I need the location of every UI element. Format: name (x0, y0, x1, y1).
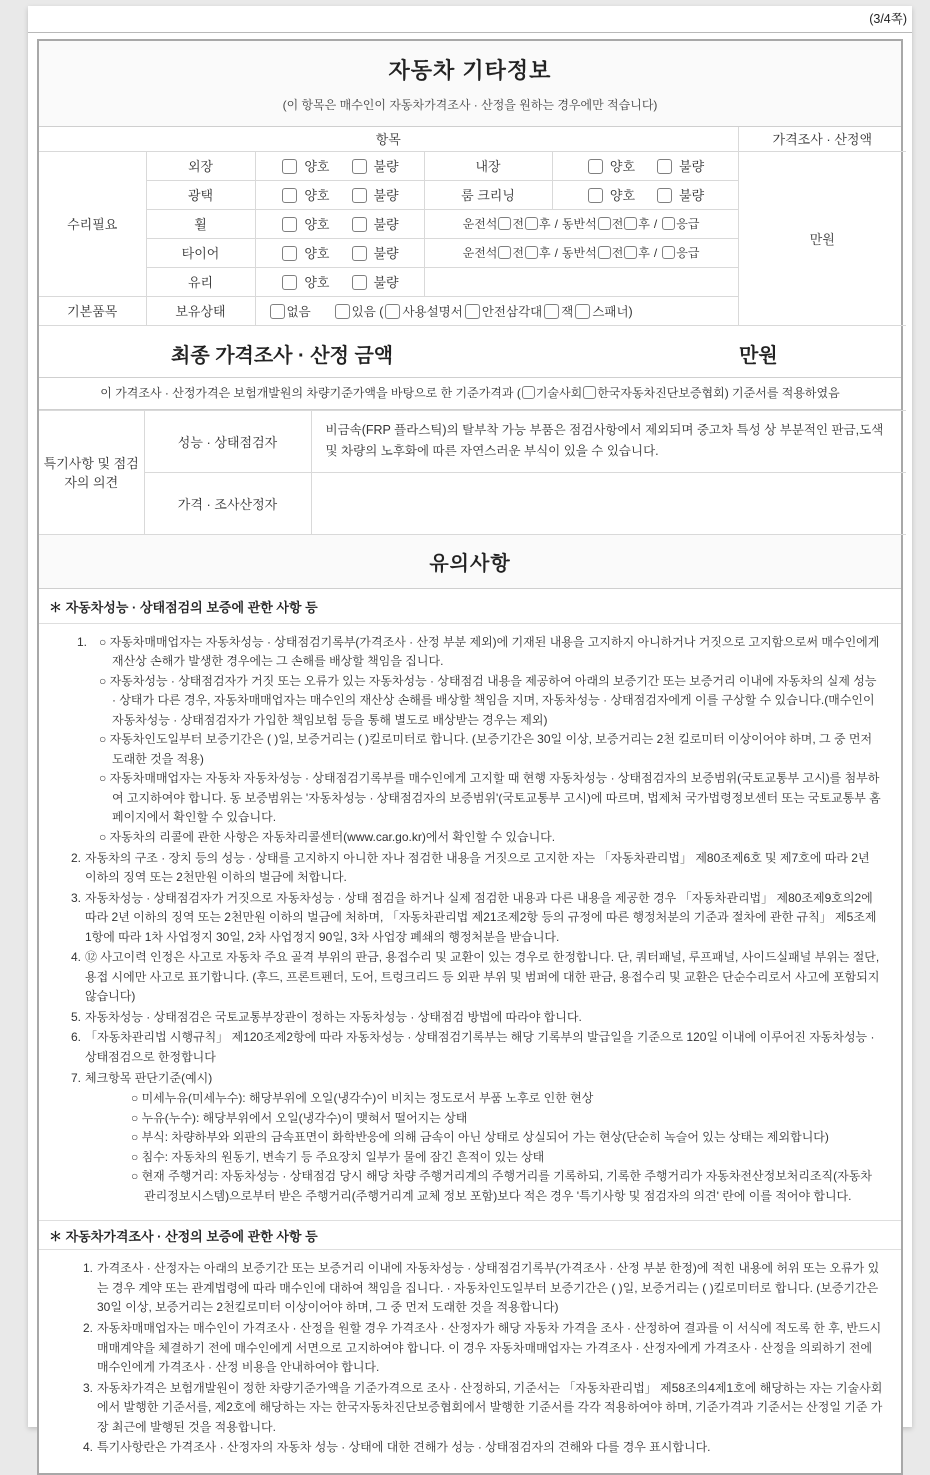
label-price-appraiser: 가격 · 조사산정자 (144, 472, 311, 534)
column-header-item: 항목 (39, 127, 738, 151)
label-bad: 불량 (679, 159, 705, 174)
notice1-item1-bullet: ○ 자동차의 리콜에 관한 사항은 자동차리콜센터(www.car.go.kr)에서 확인할 수 있습니다. (99, 829, 556, 844)
final-price-title: 최종 가격조사 · 산정 금액 (171, 344, 394, 367)
notice1-item7-bullets (39, 1089, 883, 1206)
checkbox-glass-good[interactable] (282, 275, 297, 290)
label-none: 없음 (286, 304, 311, 319)
item-number: 5. (71, 1009, 82, 1024)
appraisal-amount-cell: 만원 (738, 151, 906, 325)
checkbox-interior-bad[interactable] (657, 159, 672, 174)
label-paren-close: ) (628, 304, 633, 319)
notice2-item-3 (39, 1379, 883, 1438)
row-label-glass: 유리 (146, 267, 255, 296)
tire-condition-cell (255, 238, 424, 267)
row-label-room-cleaning: 룸 크리닝 (424, 180, 552, 209)
glass-condition-cell (255, 267, 424, 296)
label-kada-association: 한국자동차진단보증협회 (597, 385, 725, 400)
document-sheet (28, 6, 912, 1455)
label-good: 양호 (609, 188, 636, 203)
notice-section-title: 유의사항 (39, 535, 901, 589)
item-number: 2. (83, 1321, 94, 1335)
room-cleaning-condition-cell (552, 180, 738, 209)
checkbox-cleaning-bad[interactable] (657, 188, 672, 203)
checkbox-wheel-passenger-rear[interactable] (624, 217, 637, 230)
notice1-item-7 (39, 1069, 883, 1089)
label-passenger-seat: 동반석 (561, 217, 597, 231)
label-user-manual: 사용설명서 (402, 304, 463, 319)
separator: / (653, 217, 658, 231)
check-criteria-bullet: ○ 침수: 자동차의 원동기, 변속기 등 주요장치 일부가 물에 잠긴 흔적이 있는 상태 (131, 1149, 545, 1164)
item-text: 체크항목 판단기준(예시) (85, 1070, 213, 1085)
item-text: 자동차의 구조 · 장치 등의 성능 · 상태를 고지하지 아니한 자나 점검한 내용을 거짓으로 고지한 자는 「자동차관리법」 제80조제6호 및 제7호에 따라 2년 이하의 징역 또는 2천만원 이하의 벌금에 처합니다. (85, 850, 870, 885)
label-good: 양호 (609, 159, 636, 174)
checkbox-jack[interactable] (544, 304, 559, 319)
notice1-item1-bullet: ○ 자동차인도일부터 보증기간은 ( )일, 보증거리는 ( )킬로미터로 합니다. (보증기간은 30일 이상, 보증거리는 2천 킬로미터 이상이어야 하며, 그 중 먼저 도래한 것을 적용) (99, 732, 873, 766)
polish-condition-cell (255, 180, 424, 209)
label-rear: 후 (538, 217, 551, 231)
checkbox-exterior-bad[interactable] (352, 159, 367, 174)
label-driver-seat: 운전석 (462, 217, 498, 231)
table-row (39, 151, 906, 180)
item-number: 4. (83, 1440, 94, 1455)
label-rear: 후 (638, 246, 650, 260)
table-row (39, 472, 906, 534)
checkbox-tire-passenger-rear[interactable] (624, 246, 637, 259)
group-label-repair-needed: 수리필요 (39, 151, 146, 296)
interior-condition-cell (552, 151, 738, 180)
checkbox-wheel-emergency[interactable] (662, 217, 675, 230)
column-header-price: 가격조사 · 산정액 (738, 127, 906, 151)
basic-items-cell (255, 296, 738, 325)
separator: / (554, 246, 558, 260)
notice2-list (39, 1250, 901, 1472)
form-main-box (37, 39, 903, 1475)
separator: / (554, 217, 558, 231)
item-text: 자동차성능 · 상태점검자가 거짓으로 자동차성능 · 상태 점검을 하거나 실제 점검한 내용과 다른 내용을 제공한 경우 「자동차관리법」 제80조제9호의2에 따라 2년 이하의 징역 또는 2천만원 이하의 벌금에 처하며, 「자동차관리법 제21조제2항 등의 규정에 따른 행정처분의 기준과 절차에 관한 규칙」 제5조제1항에 따라 1차 사업정지 30일, 2차 사업정지 90일, 3차 사업장 폐쇄의 행정처분을 받습니다. (85, 890, 877, 944)
label-front: 전 (611, 217, 624, 231)
notice1-item1-bullet: ○ 자동차매매업자는 자동차 자동차성능 · 상태점검기록부를 매수인에게 고지할 때 현행 자동차성능 · 상태점검자의 보증범위(국토교통부 고시)를 첨부하여 고지하여야 합니다. 동 보증범위는 '자동차성능 · 상태점검자의 보증범위'(국토교통부 고시)에 따르며, 법제처 국가법령정보센터 또는 국토교통부 홈페이지에서 확인할 수 있습니다. (99, 771, 881, 825)
page-subtitle: (이 항목은 매수인이 자동차가격조사 · 산정을 원하는 경우에만 적습니다) (282, 98, 658, 112)
checkbox-glass-bad[interactable] (352, 275, 367, 290)
performance-inspector-comment: 비금속(FRP 플라스틱)의 탈부착 가능 부품은 점검사항에서 제외되며 중고차 특성 상 부분적인 판금,도색 및 차량의 노후화에 따른 자연스러운 부식이 있을 수 있습니다. (311, 410, 906, 472)
label-emergency: 응급 (676, 217, 700, 231)
checkbox-cleaning-good[interactable] (588, 188, 603, 203)
item-text: 「자동차관리법 시행규칙」 제120조제2항에 따라 자동차성능 · 상태점검기록부는 해당 기록부의 발급일을 기준으로 120일 이내에 이루어진 자동차성능 · 상태점검으로 한정합니다 (85, 1030, 875, 1064)
label-spanner: 스패너 (592, 304, 629, 319)
label-rear: 후 (538, 246, 551, 260)
label-have: 있음 ( (351, 304, 384, 319)
check-criteria-bullet: ○ 누유(누수): 해당부위에서 오일(냉각수)이 맺혀서 떨어지는 상태 (131, 1110, 468, 1125)
label-jack: 잭 (561, 304, 574, 319)
opinion-row-header: 특기사항 및 점검자의 의견 (39, 410, 144, 534)
label-front: 전 (512, 246, 524, 260)
label-bad: 불량 (373, 188, 399, 203)
checkbox-tire-driver-rear[interactable] (525, 246, 538, 259)
label-bad: 불량 (373, 246, 399, 261)
checkbox-tire-bad[interactable] (352, 246, 367, 261)
item-text: 가격조사 · 산정자는 아래의 보증기간 또는 보증거리 이내에 자동차성능 · 상태점검기록부(가격조사 · 산정 부분 한정)에 적힌 내용에 허위 또는 오류가 있는 경우 계약 또는 관계법령에 따라 매수인에 대하여 책임을 집니다. · 자동차인도일부터 보증기간은 ( )일, 보증거리는 ( )킬로미터로 합니다. (보증기간은 30일 이상, 보증거리는 2천킬로미터 이상이어야 하며, 그 중 먼저 도래한 것을 적용합니다) (97, 1261, 880, 1315)
notice2-item-1 (39, 1259, 883, 1318)
label-good: 양호 (304, 246, 330, 261)
label-passenger-seat: 동반석 (561, 246, 597, 260)
item-text: 자동차가격은 보험개발원이 정한 차량기준가액을 기준가격으로 조사 · 산정하되, 기준서는 「자동차관리법」 제58조의4제1호에 해당하는 자는 기술사회에서 발행한 기준서를, 제2호에 해당하는 자는 한국자동차진단보증협회에서 발행한 기준서를 각각 적용하여야 하며, 기준가격과 기준서는 산정일 기준 가장 최근에 발행된 것을 적용합니다. (97, 1380, 883, 1434)
checkbox-tire-passenger-front[interactable] (598, 246, 611, 259)
basis-suffix: ) 기준서를 적용하였음 (724, 385, 840, 400)
notice1-item1-bullet: ○ 자동차성능 · 상태점검자가 거짓 또는 오류가 있는 자동차성능 · 상태점검 내용을 제공하여 아래의 보증기간 또는 보증거리 이내에 자동차의 실제 성능 · 상태가 다른 경우, 자동차매매업자는 매수인의 재산상 손해를 배상할 책임을 지며, 자동차성능 · 상태점검자에게 이를 구상할 수 있습니다.(매수인이 자동차성능 · 상태점검자가 가입한 책임보험 등을 통해 별도로 배상받는 경우는 제외) (99, 673, 877, 727)
final-price-unit: 만원 (739, 344, 778, 367)
label-front: 전 (512, 217, 524, 231)
label-technical-society: 기술사회 (535, 385, 583, 400)
row-label-polish: 광택 (146, 180, 255, 209)
exterior-condition-cell (255, 151, 424, 180)
checkbox-polish-good[interactable] (282, 188, 297, 203)
separator: / (653, 246, 658, 260)
label-performance-inspector: 성능 · 상태점검자 (144, 410, 311, 472)
checkbox-wheel-driver-front[interactable] (498, 217, 511, 230)
empty-cell (424, 267, 738, 296)
table-header-row (39, 127, 906, 151)
final-price-section (39, 326, 901, 378)
notice1-list (39, 624, 901, 1221)
item-text: 특기사항란은 가격조사 · 산정자의 자동차 성능 · 상태에 대한 견해가 성능 · 상태점검자의 견해와 다를 경우 표시합니다. (97, 1440, 711, 1455)
table-row (39, 410, 906, 472)
wheel-condition-cell (255, 209, 424, 238)
label-driver-seat: 운전석 (462, 246, 498, 260)
row-label-exterior: 외장 (146, 151, 255, 180)
checkbox-technical-society[interactable] (522, 386, 535, 399)
checkbox-items-have[interactable] (335, 304, 350, 319)
appraisal-basis-line (39, 378, 901, 410)
label-emergency: 응급 (676, 246, 700, 260)
checkbox-polish-bad[interactable] (352, 188, 367, 203)
check-criteria-bullet: ○ 현재 주행거리: 자동차성능 · 상태점검 당시 해당 차량 주행거리계의 주행거리를 기록하되, 기록한 주행거리가 자동차전산정보처리조직(자동차관리정보시스템)으로부터 받은 주행거리(주행거리계 교체 정보 포함)보다 적은 경우 '특기사항 및 점검자의 의견' 란에 이를 적어야 합니다. (131, 1169, 872, 1203)
item-number: 6. (71, 1030, 82, 1045)
checkbox-wheel-bad[interactable] (352, 217, 367, 232)
checkbox-safety-triangle[interactable] (465, 304, 480, 319)
item-number: 1. (83, 1261, 94, 1276)
checkbox-wheel-driver-rear[interactable] (525, 217, 538, 230)
notice2-item-2 (39, 1319, 883, 1378)
label-good: 양호 (304, 217, 330, 232)
label-front: 전 (611, 246, 624, 260)
checkbox-user-manual[interactable] (385, 304, 400, 319)
tire-position-cell (424, 238, 738, 267)
checkbox-tire-good[interactable] (282, 246, 297, 261)
page-number: (3/4쪽) (28, 6, 912, 33)
row-label-possession: 보유상태 (146, 296, 255, 325)
label-good: 양호 (304, 188, 330, 203)
basis-prefix: 이 가격조사 · 산정가격은 보험개발원의 차량기준가액을 바탕으로 한 기준가격과 ( (100, 385, 521, 400)
section-vehicle-other-info (39, 41, 901, 127)
item-text: 자동차성능 · 상태점검은 국토교통부장관이 정하는 자동차성능 · 상태점검 방법에 따라야 합니다. (85, 1009, 582, 1024)
checkbox-wheel-passenger-front[interactable] (598, 217, 611, 230)
row-label-tire: 타이어 (146, 238, 255, 267)
row-label-wheel: 휠 (146, 209, 255, 238)
price-appraiser-comment[interactable] (311, 472, 906, 534)
label-bad: 불량 (373, 159, 399, 174)
item-number: 4. (71, 950, 82, 965)
notice1-heading: ＊ 자동차성능 · 상태점검의 보증에 관한 사항 등 (39, 589, 901, 624)
checkbox-tire-driver-front[interactable] (498, 246, 511, 259)
checkbox-kada-association[interactable] (583, 386, 596, 399)
page-title: 자동차 기타정보 (388, 58, 552, 83)
checkbox-exterior-good[interactable] (282, 159, 297, 174)
item-number: 3. (71, 890, 82, 905)
notice1-item-3 (39, 889, 883, 948)
label-bad: 불량 (373, 217, 399, 232)
notice1-item-5 (39, 1008, 883, 1028)
notice2-heading: ＊ 자동차가격조사 · 산정의 보증에 관한 사항 등 (39, 1220, 901, 1250)
notice1-item-4 (39, 948, 883, 1007)
inspector-opinion-table (39, 410, 906, 535)
checkbox-tire-emergency[interactable] (662, 246, 675, 259)
notice1-item-6 (39, 1028, 883, 1067)
check-criteria-bullet: ○ 미세누유(미세누수): 해당부위에 오일(냉각수)이 비치는 정도로서 부품 노후로 인한 현상 (131, 1091, 594, 1106)
notice1-item-2 (39, 849, 883, 888)
item-number: 2. (71, 850, 82, 865)
checkbox-interior-good[interactable] (588, 159, 603, 174)
item-number: 3. (83, 1380, 94, 1395)
check-criteria-bullet: ○ 부식: 차량하부와 외판의 금속표면이 화학반응에 의해 금속이 아닌 상태로 상실되어 가는 현상(단순히 녹슬어 있는 상태는 제외합니다) (131, 1130, 829, 1145)
item-number: 1. (77, 634, 88, 649)
label-bad: 불량 (373, 275, 399, 290)
label-good: 양호 (304, 275, 330, 290)
label-bad: 불량 (679, 188, 705, 203)
wheel-position-cell (424, 209, 738, 238)
label-good: 양호 (304, 159, 330, 174)
label-safety-triangle: 안전삼각대 (481, 304, 543, 319)
checkbox-wheel-good[interactable] (282, 217, 297, 232)
notice2-item-4 (39, 1438, 883, 1458)
item-number: 7. (71, 1070, 82, 1085)
row-label-interior: 내장 (424, 151, 552, 180)
label-rear: 후 (638, 217, 650, 231)
repair-items-table (39, 127, 906, 326)
notice1-item-1 (39, 633, 883, 848)
checkbox-items-none[interactable] (270, 304, 285, 319)
item-text: ⑫ 사고이력 인정은 사고로 자동차 주요 골격 부위의 판금, 용접수리 및 교환이 있는 경우로 한정합니다. 단, 쿼터패널, 루프패널, 사이드실패널 부위는 절단, 용접 시에만 사고로 표기합니다. (후드, 프론트펜더, 도어, 트렁크리드 등 외판 부위 및 범퍼에 대한 판금, 용접수리 및 교환은 단순수리로서 사고에 포함되지 않습니다) (85, 950, 880, 1004)
checkbox-spanner[interactable] (575, 304, 590, 319)
notice1-item1-bullet: ○ 자동차매매업자는 자동차성능 · 상태점검기록부(가격조사 · 산정 부분 제외)에 기재된 내용을 고지하지 아니하거나 거짓으로 고지함으로써 매수인에게 재산상 손해가 발생한 경우에는 그 손해를 배상할 책임을 집니다. (99, 634, 880, 669)
group-label-basic-items: 기본품목 (39, 296, 146, 325)
item-text: 자동차매매업자는 매수인이 가격조사 · 산정을 원할 경우 가격조사 · 산정자가 해당 자동차 가격을 조사 · 산정하여 결과를 이 서식에 적도록 한 후, 반드시 매매계약을 체결하기 전에 매수인에게 서면으로 고지하여야 합니다. 이 경우 자동차매매업자는 가격조사 · 산정자에게 가격조사 · 산정을 의뢰하기 전에 매수인에게 가격조사 · 산정 비용을 안내하여야 합니다. (97, 1321, 882, 1375)
